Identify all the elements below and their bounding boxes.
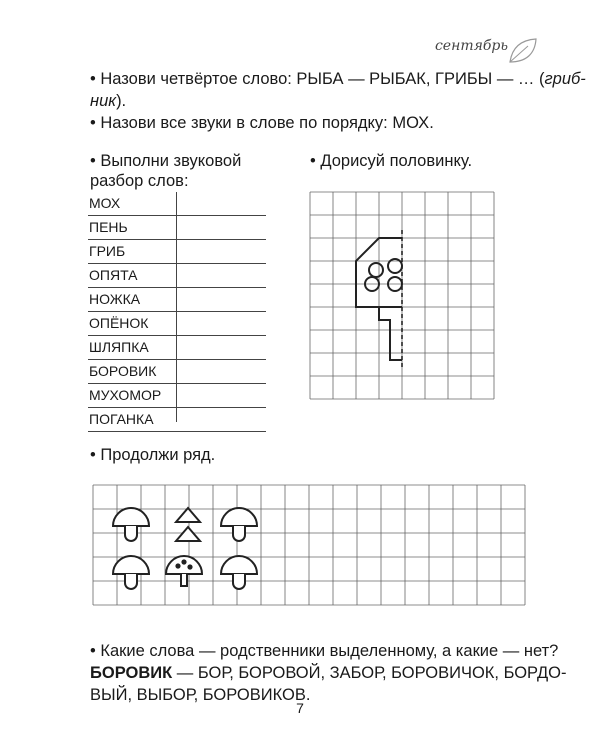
- table-row: ПЕНЬ: [88, 216, 266, 240]
- highlighted-word: БОРОВИК: [90, 664, 173, 682]
- task4-title: [310, 150, 472, 172]
- mushroom-icon: [113, 508, 149, 541]
- task1-cont: [90, 90, 126, 112]
- word-list-1: — БОР, БОРОВОЙ, ЗАБОР, БОРОВИЧОК, БОРДО-: [172, 664, 567, 682]
- bullet: •: [90, 642, 96, 660]
- month-label: сентябрь: [434, 38, 508, 54]
- task1-hint-end: ник: [90, 92, 117, 110]
- bullet: •: [90, 114, 96, 132]
- task4-text: Дорисуй половинку.: [320, 152, 473, 170]
- half-drawing-grid: [310, 190, 510, 415]
- table-row: МУХОМОР: [88, 384, 266, 408]
- task6-text: Какие слова — родственники выделенному, а какие — нет?: [100, 642, 559, 660]
- page-number: 7: [296, 700, 304, 716]
- table-row: ОПЁНОК: [88, 312, 266, 336]
- pattern-grid: [88, 482, 528, 617]
- task5-text: Продолжи ряд.: [100, 446, 216, 464]
- leaf-icon: [506, 36, 540, 66]
- task5-title: [90, 444, 215, 466]
- task1-text: Назови четвёртое слово: РЫБА — РЫБАК, ГРИБЫ — … (: [100, 70, 545, 88]
- task3-title: [90, 150, 241, 172]
- bullet: •: [90, 152, 96, 170]
- table-row: ШЛЯПКА: [88, 336, 266, 360]
- sound-analysis-table: [88, 192, 266, 432]
- task6-line1: [90, 662, 566, 684]
- bullet: •: [90, 446, 96, 464]
- table-row: ОПЯТА: [88, 264, 266, 288]
- task3-line2: разбор слов:: [90, 172, 189, 190]
- task2: [90, 112, 434, 134]
- fly-agaric-icon: [166, 556, 202, 586]
- table-row: НОЖКА: [88, 288, 266, 312]
- word-list-2: ВЫЙ, ВЫБОР, БОРОВИКОВ.: [90, 686, 311, 704]
- mushroom-icon: [113, 556, 149, 589]
- bullet: •: [310, 152, 316, 170]
- fir-tree-icon: [176, 508, 200, 541]
- task1-tail: ).: [116, 92, 127, 110]
- task1: [90, 68, 586, 90]
- mushroom-icon: [221, 556, 257, 589]
- table-row: БОРОВИК: [88, 360, 266, 384]
- table-row: ГРИБ: [88, 240, 266, 264]
- task6-question: [90, 640, 558, 662]
- task3-line1: Выполни звуковой: [100, 152, 242, 170]
- mushroom-icon: [221, 508, 257, 541]
- task3-title-2: [90, 170, 189, 192]
- bullet: •: [90, 70, 96, 88]
- table-row: МОХ: [88, 192, 266, 216]
- table-row: ПОГАНКА: [88, 408, 266, 432]
- task1-hint: гриб-: [544, 70, 586, 88]
- task2-text: Назови все звуки в слове по порядку: МОХ.: [100, 114, 434, 132]
